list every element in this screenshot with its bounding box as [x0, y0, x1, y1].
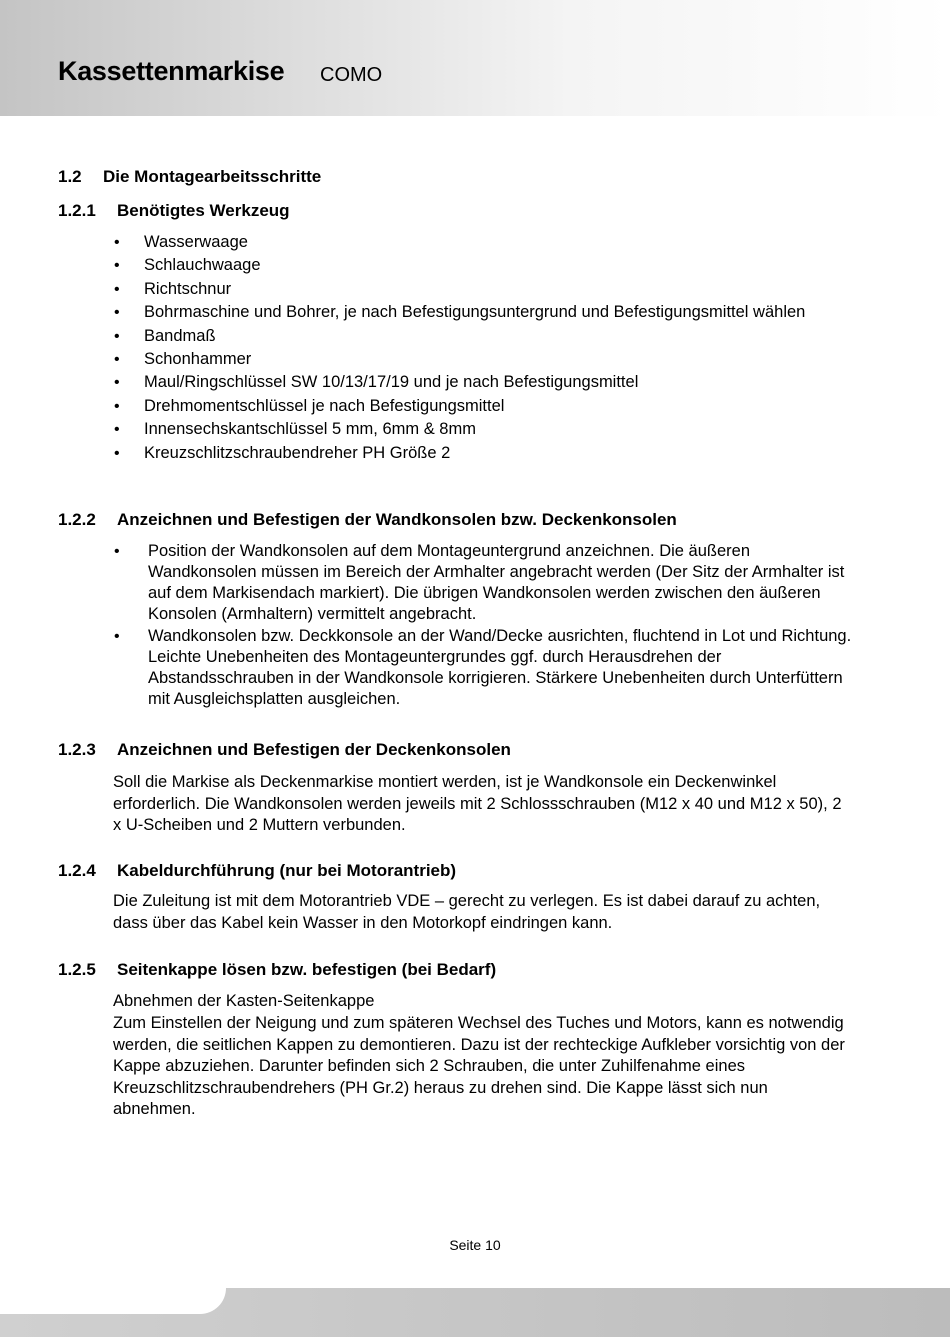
list-item: • Richtschnur [114, 279, 859, 300]
section-title: Anzeichnen und Befestigen der Wandkonsolen bzw. Deckenkonsolen [117, 510, 677, 529]
mounting-steps-list [114, 541, 859, 712]
footer-band [0, 1288, 950, 1343]
list-item: • Wasserwaage [114, 232, 859, 253]
section-title: Kabeldurchführung (nur bei Motorantrieb) [117, 861, 457, 880]
section-number: 1.2.4 [58, 861, 96, 880]
list-item: • Position der Wandkonsolen auf dem Montageuntergrund anzeichnen. Die äußeren Wandkonsolen müssen im Bereich der Armhalter angebracht werden (Der Sitz der Armhalter ist auf dem Markisendach markiert). Die übrigen Wandkonsolen werden zwischen den äußeren Konsolen (Armhaltern) vermittelt angebracht. [114, 541, 859, 625]
list-item: • Drehmomentschlüssel je nach Befestigungsmittel [114, 396, 859, 417]
section-heading-1-2-2 [58, 510, 858, 532]
tool-list [114, 232, 859, 466]
list-item: • Innensechskantschlüssel 5 mm, 6mm & 8mm [114, 419, 859, 440]
list-item: • Wandkonsolen bzw. Deckkonsole an der Wand/Decke ausrichten, fluchtend in Lot und Richtung. Leichte Unebenheiten des Montageuntergrundes ggf. durch Herausdrehen der Abstandsschrauben in der Wandkonsole korrigieren. Stärkere Unebenheiten durch Unterfüttern mit Ausgleichsplatten ausgleichen. [114, 626, 859, 710]
list-item: • Bandmaß [114, 326, 859, 347]
list-item: • Kreuzschlitzschraubendreher PH Größe 2 [114, 443, 859, 464]
section-title: Die Montagearbeitsschritte [103, 167, 322, 186]
section-heading-1-2-4 [58, 861, 658, 883]
section-number: 1.2.1 [58, 201, 96, 220]
section-heading-1-2-3 [58, 740, 658, 762]
section-title: Anzeichnen und Befestigen der Deckenkonsolen [117, 740, 511, 759]
section-paragraph: Soll die Markise als Deckenmarkise montiert werden, ist je Wandkonsole ein Deckenwinkel erforderlich. Die Wandkonsolen werden jeweils mit 2 Schlossschrauben (M12 x 40 und M12 x 50), 2 x U-Scheiben und 2 Muttern verbunden. [113, 773, 842, 835]
section-number: 1.2.2 [58, 510, 96, 529]
section-title: Benötigtes Werkzeug [117, 201, 290, 220]
section-title: Seitenkappe lösen bzw. befestigen (bei Bedarf) [117, 960, 497, 979]
list-item: • Schlauchwaage [114, 255, 859, 276]
section-heading-1-2-5 [58, 960, 658, 982]
list-item: • Maul/Ringschlüssel SW 10/13/17/19 und je nach Befestigungsmittel [114, 372, 859, 393]
section-heading-1-2-1 [58, 201, 458, 223]
list-item: • Bohrmaschine und Bohrer, je nach Befestigungsuntergrund und Befestigungsmittel wählen [114, 302, 859, 323]
section-paragraph: Die Zuleitung ist mit dem Motorantrieb VDE – gerecht zu verlegen. Es ist dabei darauf zu achten, dass über das Kabel kein Wasser in den Motorkopf eindringen kann. [113, 892, 821, 932]
section-number: 1.2 [58, 167, 82, 186]
list-item: • Schonhammer [114, 349, 859, 370]
section-paragraph: Zum Einstellen der Neigung und zum späteren Wechsel des Tuches und Motors, kann es notwendig werden, die seitlichen Kappen zu demontieren. Dazu ist der rechteckige Aufkleber vorsichtig von der Kappe abzuziehen. Darunter befinden sich 2 Schrauben, die unter Zuhilfenahme eines Kreuzschlitzschraubendrehers (PH Gr.2) heraus zu drehen sind. Die Kappe lässt sich nun abnehmen. [113, 1014, 845, 1119]
subsection-label: Abnehmen der Kasten-Seitenkappe [113, 992, 375, 1010]
section-number: 1.2.3 [58, 740, 96, 759]
document-subtitle: COMO [320, 64, 383, 86]
section-number: 1.2.5 [58, 960, 96, 979]
page-number: Seite 10 [449, 1237, 501, 1253]
section-heading-1-2 [58, 167, 458, 189]
document-title: Kassettenmarkise [58, 56, 285, 86]
